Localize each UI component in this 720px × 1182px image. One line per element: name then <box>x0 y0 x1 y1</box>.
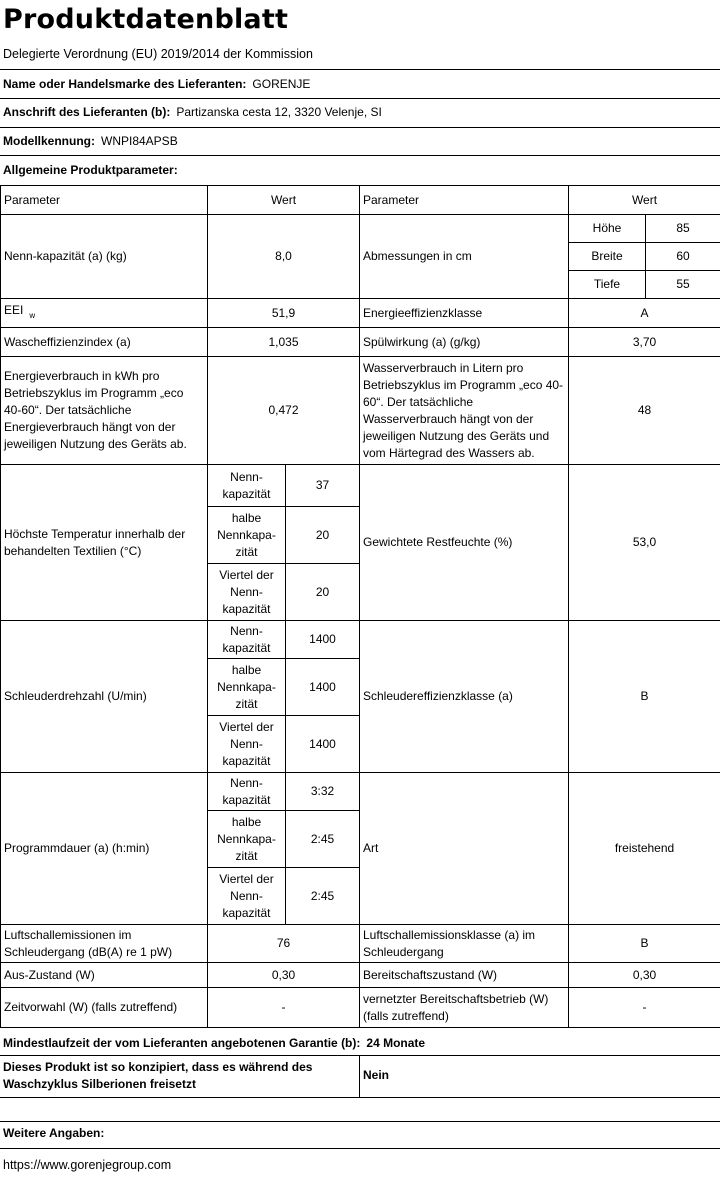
duration-value-full: 3:32 <box>286 773 360 811</box>
spin-speed-label: Schleuderdrehzahl (U/min) <box>1 621 208 773</box>
network-standby-label: vernetzter Bereitschaftsbetrieb (W) (falls zutreffend) <box>360 988 569 1028</box>
noise-label: Luftschallemissionen im Schleudergang (dB(A) re 1 pW) <box>1 925 208 963</box>
off-mode-value: 0,30 <box>208 963 360 988</box>
regulation-subtitle: Delegierte Verordnung (EU) 2019/2014 der Kommission <box>3 47 313 61</box>
table-row <box>1 621 720 659</box>
eei-value: 51,9 <box>208 299 360 328</box>
duration-value-quarter: 2:45 <box>286 868 360 925</box>
supplier-address-label: Anschrift des Lieferanten (b): <box>3 105 171 119</box>
temperature-value-half: 20 <box>286 507 360 564</box>
silver-ion-text: Dieses Produkt ist so konzipiert, dass es während des Waschzyklus Silberionen freisetzt <box>3 1060 313 1091</box>
width-label: Breite <box>569 243 646 271</box>
spin-value-half: 1400 <box>286 659 360 716</box>
depth-value: 55 <box>646 271 720 299</box>
table-row <box>1 357 720 465</box>
table-row <box>1 465 720 507</box>
height-label: Höhe <box>569 215 646 243</box>
silver-ion-value <box>363 1068 395 1082</box>
water-consumption-value: 48 <box>569 357 720 465</box>
wash-index-label: Wascheffizienzindex (a) <box>1 328 208 357</box>
divider <box>0 1148 720 1149</box>
model-value: WNPI84APSB <box>101 134 178 148</box>
silver-ion-label <box>3 1059 355 1093</box>
model-label: Modellkennung: <box>3 134 95 148</box>
header-value: Wert <box>208 186 360 215</box>
general-params-heading <box>3 163 184 177</box>
warranty-label: Mindestlaufzeit der vom Lieferanten angebotenen Garantie (b): <box>3 1036 361 1050</box>
spin-value-full: 1400 <box>286 621 360 659</box>
supplier-address-value: Partizanska cesta 12, 3320 Velenje, SI <box>176 105 382 119</box>
table-row <box>1 963 720 988</box>
divider <box>0 1055 720 1056</box>
height-value: 85 <box>646 215 720 243</box>
table-row <box>1 299 720 328</box>
spin-class-label: Schleudereffizienzklasse (a) <box>360 621 569 773</box>
temperature-value-quarter: 20 <box>286 564 360 621</box>
noise-class-label: Luftschallemissionsklasse (a) im Schleudergang <box>360 925 569 963</box>
spin-class-value: B <box>569 621 720 773</box>
capacity-value: 8,0 <box>208 215 360 299</box>
type-label: Art <box>360 773 569 925</box>
capacity-label: Nenn-kapazität (a) (kg) <box>1 215 208 299</box>
eei-label <box>1 299 208 328</box>
divider <box>0 1121 720 1122</box>
rinse-label: Spülwirkung (a) (g/kg) <box>360 328 569 357</box>
parameter-table <box>0 185 720 1028</box>
duration-value-half: 2:45 <box>286 811 360 868</box>
supplier-name-value: GORENJE <box>252 77 311 91</box>
sub-quarter-capacity: Viertel der Nenn-kapazität <box>208 868 286 925</box>
divider <box>0 98 720 99</box>
program-duration-label: Programmdauer (a) (h:min) <box>1 773 208 925</box>
warranty-value: 24 Monate <box>366 1036 426 1050</box>
page-title: Produktdatenblatt <box>3 4 289 35</box>
standby-value: 0,30 <box>569 963 720 988</box>
divider <box>0 155 720 156</box>
sub-half-capacity: halbe Nennkapa-zität <box>208 507 286 564</box>
sub-quarter-capacity: Viertel der Nenn-kapazität <box>208 564 286 621</box>
table-row <box>1 988 720 1028</box>
supplier-name-label: Name oder Handelsmarke des Lieferanten: <box>3 77 247 91</box>
sub-full-capacity: Nenn-kapazität <box>208 621 286 659</box>
silver-ion-divider <box>359 1055 360 1097</box>
further-info-label: Weitere Angaben: <box>3 1126 105 1140</box>
warranty-row <box>3 1036 431 1050</box>
header-value: Wert <box>569 186 720 215</box>
off-mode-label: Aus-Zustand (W) <box>1 963 208 988</box>
table-row <box>1 328 720 357</box>
type-value: freistehend <box>569 773 720 925</box>
noise-class-value: B <box>569 925 720 963</box>
divider <box>0 127 720 128</box>
delay-start-value: - <box>208 988 360 1028</box>
further-info-heading <box>3 1126 110 1140</box>
water-consumption-label: Wasserverbrauch in Litern pro Betriebszyklus im Programm „eco 40-60“. Der tatsächliche Wasserverbrauch hängt von der jeweiligen Nutzung des Geräts und vom Härtegrad des Wassers ab. <box>360 357 569 465</box>
energy-class-value: A <box>569 299 720 328</box>
temperature-value-full: 37 <box>286 465 360 507</box>
dimensions-label: Abmessungen in cm <box>360 215 569 299</box>
website-link[interactable]: https://www.gorenjegroup.com <box>3 1158 172 1172</box>
header-parameter: Parameter <box>360 186 569 215</box>
moisture-value: 53,0 <box>569 465 720 621</box>
model-row <box>3 134 178 148</box>
supplier-name-row <box>3 77 310 91</box>
network-standby-value: - <box>569 988 720 1028</box>
supplier-address-row <box>3 105 382 119</box>
general-params-label: Allgemeine Produktparameter: <box>3 163 178 177</box>
standby-label: Bereitschaftszustand (W) <box>360 963 569 988</box>
sub-full-capacity: Nenn-kapazität <box>208 465 286 507</box>
header-parameter: Parameter <box>1 186 208 215</box>
width-value: 60 <box>646 243 720 271</box>
wash-index-value: 1,035 <box>208 328 360 357</box>
energy-consumption-value: 0,472 <box>208 357 360 465</box>
eei-subscript: w <box>29 310 36 320</box>
table-row <box>1 215 720 243</box>
divider <box>0 69 720 70</box>
delay-start-label: Zeitvorwahl (W) (falls zutreffend) <box>1 988 208 1028</box>
divider <box>0 1097 720 1098</box>
energy-class-label: Energieeffizienzklasse <box>360 299 569 328</box>
sub-half-capacity: halbe Nennkapa-zität <box>208 811 286 868</box>
eei-text: EEI <box>4 303 24 318</box>
sub-half-capacity: halbe Nennkapa-zität <box>208 659 286 716</box>
energy-consumption-label: Energieverbrauch in kWh pro Betriebszyklus im Programm „eco 40-60“. Der tatsächliche Energieverbrauch hängt von der jeweiligen Nutzung des Geräts ab. <box>1 357 208 465</box>
table-row <box>1 773 720 811</box>
table-row <box>1 925 720 963</box>
depth-label: Tiefe <box>569 271 646 299</box>
sub-full-capacity: Nenn-kapazität <box>208 773 286 811</box>
silver-ion-value-text: Nein <box>363 1068 390 1082</box>
temperature-label: Höchste Temperatur innerhalb der behandelten Textilien (°C) <box>1 465 208 621</box>
rinse-value: 3,70 <box>569 328 720 357</box>
spin-value-quarter: 1400 <box>286 716 360 773</box>
noise-value: 76 <box>208 925 360 963</box>
sub-quarter-capacity: Viertel der Nenn-kapazität <box>208 716 286 773</box>
moisture-label: Gewichtete Restfeuchte (%) <box>360 465 569 621</box>
table-header-row <box>1 186 720 215</box>
